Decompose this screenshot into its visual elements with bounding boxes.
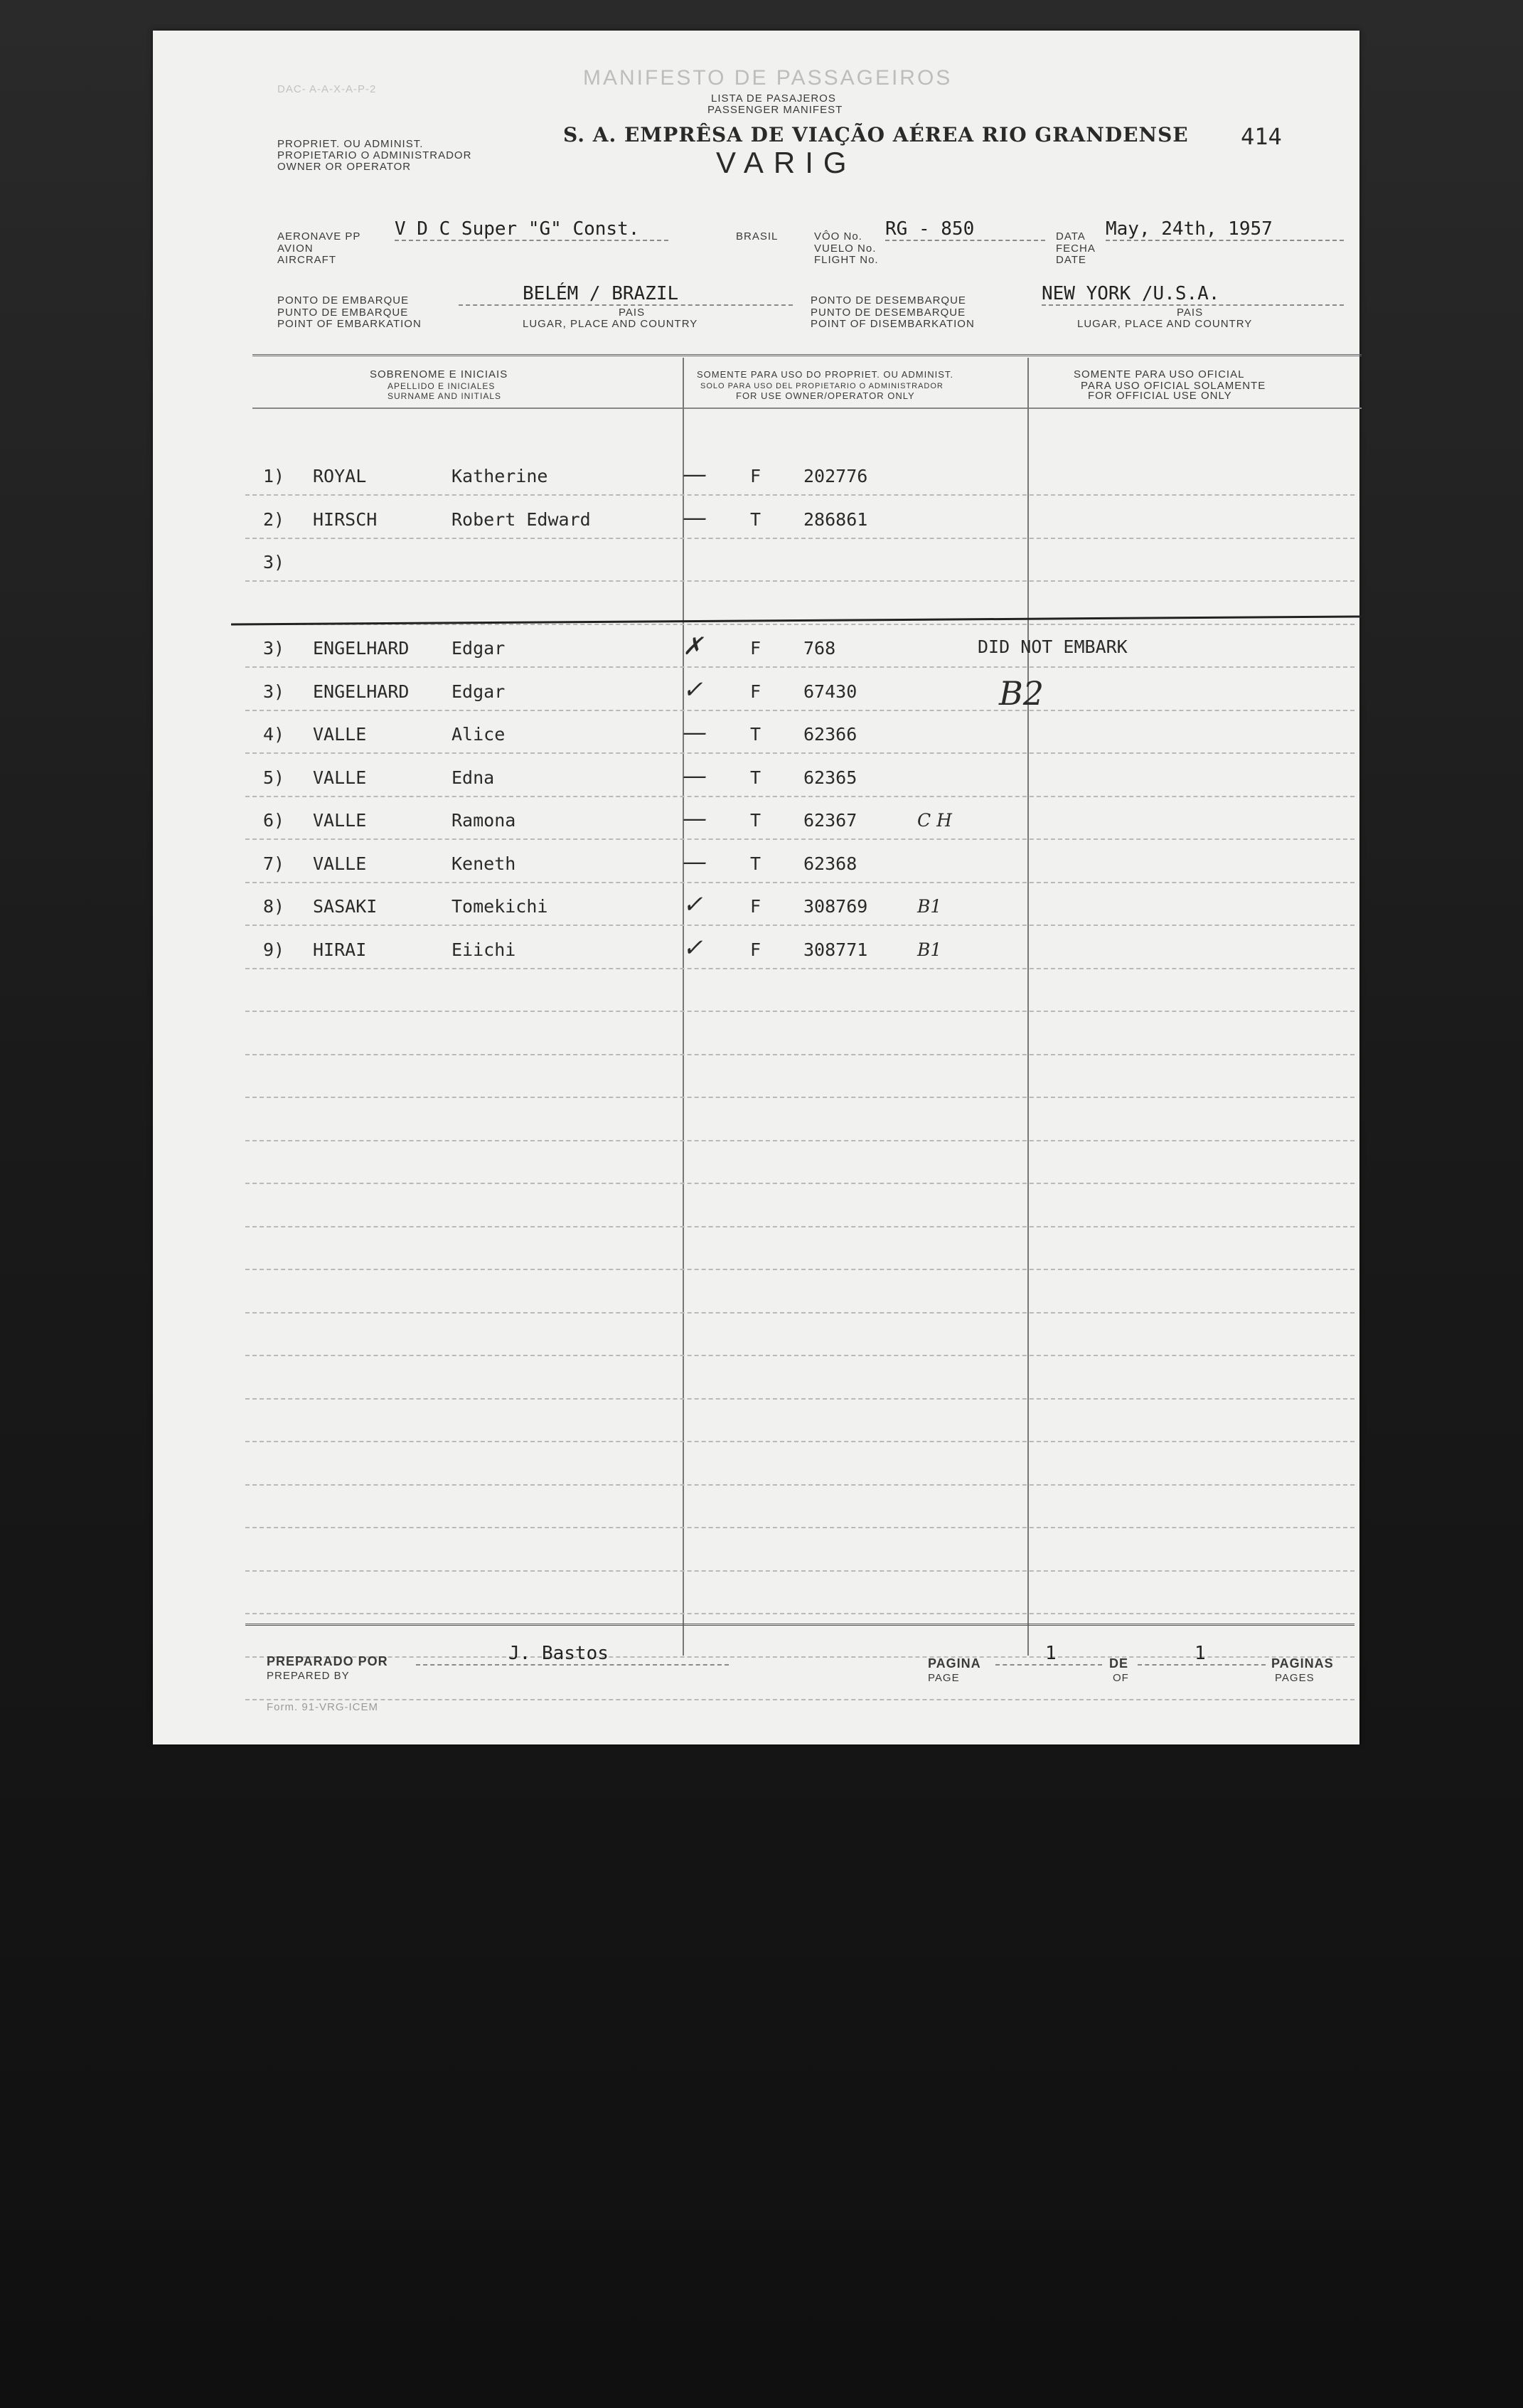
- row-rule: [245, 1613, 1354, 1614]
- page-label-en: PAGE: [928, 1672, 960, 1684]
- passenger-class-code: T: [750, 508, 762, 530]
- passenger-given-name: Edna: [451, 767, 495, 788]
- passenger-surname: ROYAL: [313, 466, 367, 486]
- disembark-sub-country: PAIS: [1177, 307, 1204, 319]
- date-value: May, 24th, 1957: [1106, 218, 1344, 241]
- flight-number-label-es: VUELO No.: [814, 243, 877, 255]
- pages-label: PAGINAS: [1271, 1656, 1334, 1671]
- row-number: 3): [263, 681, 285, 702]
- table-row: [245, 631, 1354, 671]
- operator-checkmark: ✓: [683, 933, 703, 962]
- operator-checkmark: —: [683, 503, 707, 532]
- date-label: DATA: [1056, 230, 1086, 243]
- table-row: [245, 846, 1354, 886]
- table-top-rule: [252, 354, 1362, 356]
- row-rule: [245, 1398, 1354, 1400]
- passenger-given-name: Robert Edward: [451, 508, 591, 530]
- table-header-rule: [252, 407, 1362, 409]
- table-row: [245, 502, 1354, 542]
- manifest-title-en: PASSENGER MANIFEST: [707, 104, 843, 116]
- page-number-value: 1: [995, 1643, 1102, 1666]
- owner-label: PROPRIET. OU ADMINIST.: [277, 138, 424, 150]
- date-label-en: DATE: [1056, 254, 1086, 266]
- passenger-given-name: Keneth: [451, 853, 516, 874]
- passenger-given-name: Edgar: [451, 638, 506, 659]
- manifest-title: MANIFESTO DE PASSAGEIROS: [583, 66, 953, 90]
- ticket-number: 308771: [803, 939, 868, 960]
- row-number: 3): [263, 552, 285, 572]
- row-rule: [245, 1011, 1354, 1012]
- disembark-sub-place: LUGAR, PLACE AND COUNTRY: [1077, 318, 1253, 330]
- row-rule: [245, 1140, 1354, 1141]
- row-rule: [245, 1355, 1354, 1356]
- aircraft-value: V D C Super "G" Const.: [395, 218, 668, 241]
- passenger-surname: VALLE: [313, 767, 367, 788]
- row-rule: [245, 1441, 1354, 1442]
- passenger-class-code: F: [750, 681, 762, 702]
- aircraft-label-en: AIRCRAFT: [277, 254, 336, 266]
- passenger-class-code: T: [750, 810, 762, 831]
- of-label-en: OF: [1113, 1672, 1129, 1684]
- ticket-number: 62365: [803, 767, 857, 788]
- row-rule: [245, 1269, 1354, 1270]
- brand-logo-text: VARIG: [716, 146, 857, 179]
- row-number: 6): [263, 810, 285, 831]
- of-label: DE: [1109, 1656, 1129, 1671]
- table-row: [245, 459, 1354, 499]
- ticket-number: 286861: [803, 508, 868, 530]
- operator-checkmark: ✗: [683, 632, 703, 661]
- ticket-number: 67430: [803, 681, 857, 702]
- form-number: Form. 91-VRG-ICEM: [267, 1701, 379, 1713]
- flight-number-value: RG - 850: [885, 218, 1045, 241]
- ticket-number: 62368: [803, 853, 857, 874]
- date-label-es: FECHA: [1056, 243, 1096, 255]
- col-surname-header-en: SURNAME AND INITIALS: [388, 391, 502, 401]
- passenger-surname: VALLE: [313, 853, 367, 874]
- ticket-annotation: B1: [917, 896, 942, 917]
- prepared-label-en: PREPARED BY: [267, 1670, 350, 1682]
- passenger-class-code: F: [750, 638, 762, 659]
- passenger-surname: SASAKI: [313, 896, 378, 917]
- operator-checkmark: ✓: [683, 675, 703, 704]
- operator-checkmark: —: [683, 460, 707, 489]
- row-number: 2): [263, 508, 285, 530]
- passenger-class-code: F: [750, 939, 762, 960]
- row-rule: [245, 1312, 1354, 1314]
- table-row: [245, 545, 1354, 585]
- passenger-surname: HIRAI: [313, 939, 367, 960]
- country-label: BRASIL: [736, 230, 779, 243]
- operator-checkmark: ✓: [683, 890, 703, 919]
- row-number: 8): [263, 896, 285, 917]
- operator-checkmark: —: [683, 804, 707, 833]
- passenger-given-name: Tomekichi: [451, 896, 548, 917]
- embark-label-en: POINT OF EMBARKATION: [277, 318, 422, 330]
- passenger-given-name: Ramona: [451, 810, 516, 831]
- embark-sub-country: PAIS: [619, 307, 646, 319]
- manifest-sheet: [153, 31, 1359, 1744]
- passenger-class-code: T: [750, 724, 762, 745]
- ticket-number: 202776: [803, 466, 868, 486]
- col-official-header-en: FOR OFFICIAL USE ONLY: [1088, 390, 1232, 402]
- disembark-label: PONTO DE DESEMBARQUE: [811, 294, 966, 307]
- ticket-annotation: C H: [917, 810, 952, 831]
- col-operator-header-es: SOLO PARA USO DEL PROPIETARIO O ADMINISTRADOR: [700, 382, 944, 390]
- row-rule: [245, 1699, 1354, 1700]
- passenger-surname: ENGELHARD: [313, 638, 410, 659]
- passenger-surname: ENGELHARD: [313, 681, 410, 702]
- embark-sub-place: LUGAR, PLACE AND COUNTRY: [523, 318, 698, 330]
- row-number: 3): [263, 638, 285, 659]
- passenger-class-code: F: [750, 896, 762, 917]
- aircraft-label: AERONAVE PP: [277, 230, 361, 243]
- passenger-given-name: Edgar: [451, 681, 506, 702]
- row-number: 1): [263, 466, 285, 486]
- ticket-number: 768: [803, 638, 836, 659]
- manifest-title-es: LISTA DE PASAJEROS: [711, 92, 836, 105]
- pages-label-en: PAGES: [1275, 1672, 1315, 1684]
- ticket-annotation: B1: [917, 939, 942, 960]
- flight-number-label: VÔO No.: [814, 230, 862, 243]
- official-remark: DID NOT EMBARK: [978, 636, 1128, 657]
- owner-label-en: OWNER OR OPERATOR: [277, 161, 412, 173]
- table-bottom-rule: [245, 1624, 1354, 1626]
- disembark-value: NEW YORK /U.S.A.: [1042, 283, 1344, 306]
- passenger-given-name: Alice: [451, 724, 506, 745]
- passenger-surname: VALLE: [313, 724, 367, 745]
- row-rule: [245, 1527, 1354, 1528]
- col-operator-header: SOMENTE PARA USO DO PROPRIET. OU ADMINIST.: [697, 369, 954, 380]
- operator-checkmark: —: [683, 847, 707, 876]
- disembark-label-en: POINT OF DISEMBARKATION: [811, 318, 975, 330]
- row-number: 9): [263, 939, 285, 960]
- page-stamp-number: 414: [1241, 123, 1282, 150]
- ticket-number: 62366: [803, 724, 857, 745]
- row-rule: [245, 1226, 1354, 1227]
- operator-checkmark: —: [683, 761, 707, 790]
- passenger-given-name: Katherine: [451, 466, 548, 486]
- embark-value: BELÉM / BRAZIL: [459, 283, 793, 306]
- table-row: [245, 760, 1354, 800]
- table-row: [245, 803, 1354, 843]
- owner-label-es: PROPIETARIO O ADMINISTRADOR: [277, 149, 472, 161]
- embark-label-es: PUNTO DE EMBARQUE: [277, 307, 409, 319]
- page-total-value: 1: [1138, 1643, 1266, 1666]
- row-rule: [245, 1097, 1354, 1098]
- row-rule: [245, 1054, 1354, 1055]
- table-row: [245, 674, 1354, 714]
- prepared-by-value: J. Bastos: [416, 1643, 729, 1666]
- col-operator-header-en: FOR USE OWNER/OPERATOR ONLY: [736, 390, 915, 401]
- row-number: 4): [263, 724, 285, 745]
- operator-checkmark: —: [683, 718, 707, 747]
- official-initials: B2: [999, 673, 1044, 713]
- embark-label: PONTO DE EMBARQUE: [277, 294, 410, 307]
- ticket-number: 62367: [803, 810, 857, 831]
- passenger-surname: VALLE: [313, 810, 367, 831]
- row-number: 7): [263, 853, 285, 874]
- table-row: [245, 932, 1354, 972]
- passenger-class-code: T: [750, 767, 762, 788]
- col-surname-header: SOBRENOME E INICIAIS: [370, 368, 508, 380]
- row-rule: [245, 1570, 1354, 1572]
- row-rule: [245, 1183, 1354, 1184]
- table-row: [245, 717, 1354, 757]
- passenger-given-name: Eiichi: [451, 939, 516, 960]
- passenger-surname: HIRSCH: [313, 508, 378, 530]
- passenger-class-code: F: [750, 466, 762, 486]
- company-name: S. A. EMPRÊSA DE VIAÇÃO AÉREA RIO GRANDENSE: [563, 123, 1189, 146]
- row-rule: [245, 1484, 1354, 1486]
- page-label: PAGINA: [928, 1656, 981, 1671]
- col-surname-header-es: APELLIDO E INICIALES: [388, 381, 496, 391]
- passenger-class-code: T: [750, 853, 762, 874]
- disembark-label-es: PUNTO DE DESEMBARQUE: [811, 307, 966, 319]
- flight-number-label-en: FLIGHT No.: [814, 254, 879, 266]
- col-official-header-es: PARA USO OFICIAL SOLAMENTE: [1081, 380, 1266, 392]
- form-code-top: DAC- A-A-X-A-P-2: [277, 83, 377, 95]
- aircraft-label-es: AVION: [277, 243, 314, 255]
- ticket-number: 308769: [803, 896, 868, 917]
- prepared-label: PREPARADO POR: [267, 1654, 388, 1668]
- row-number: 5): [263, 767, 285, 788]
- table-row: [245, 889, 1354, 929]
- col-official-header: SOMENTE PARA USO OFICIAL: [1074, 368, 1245, 380]
